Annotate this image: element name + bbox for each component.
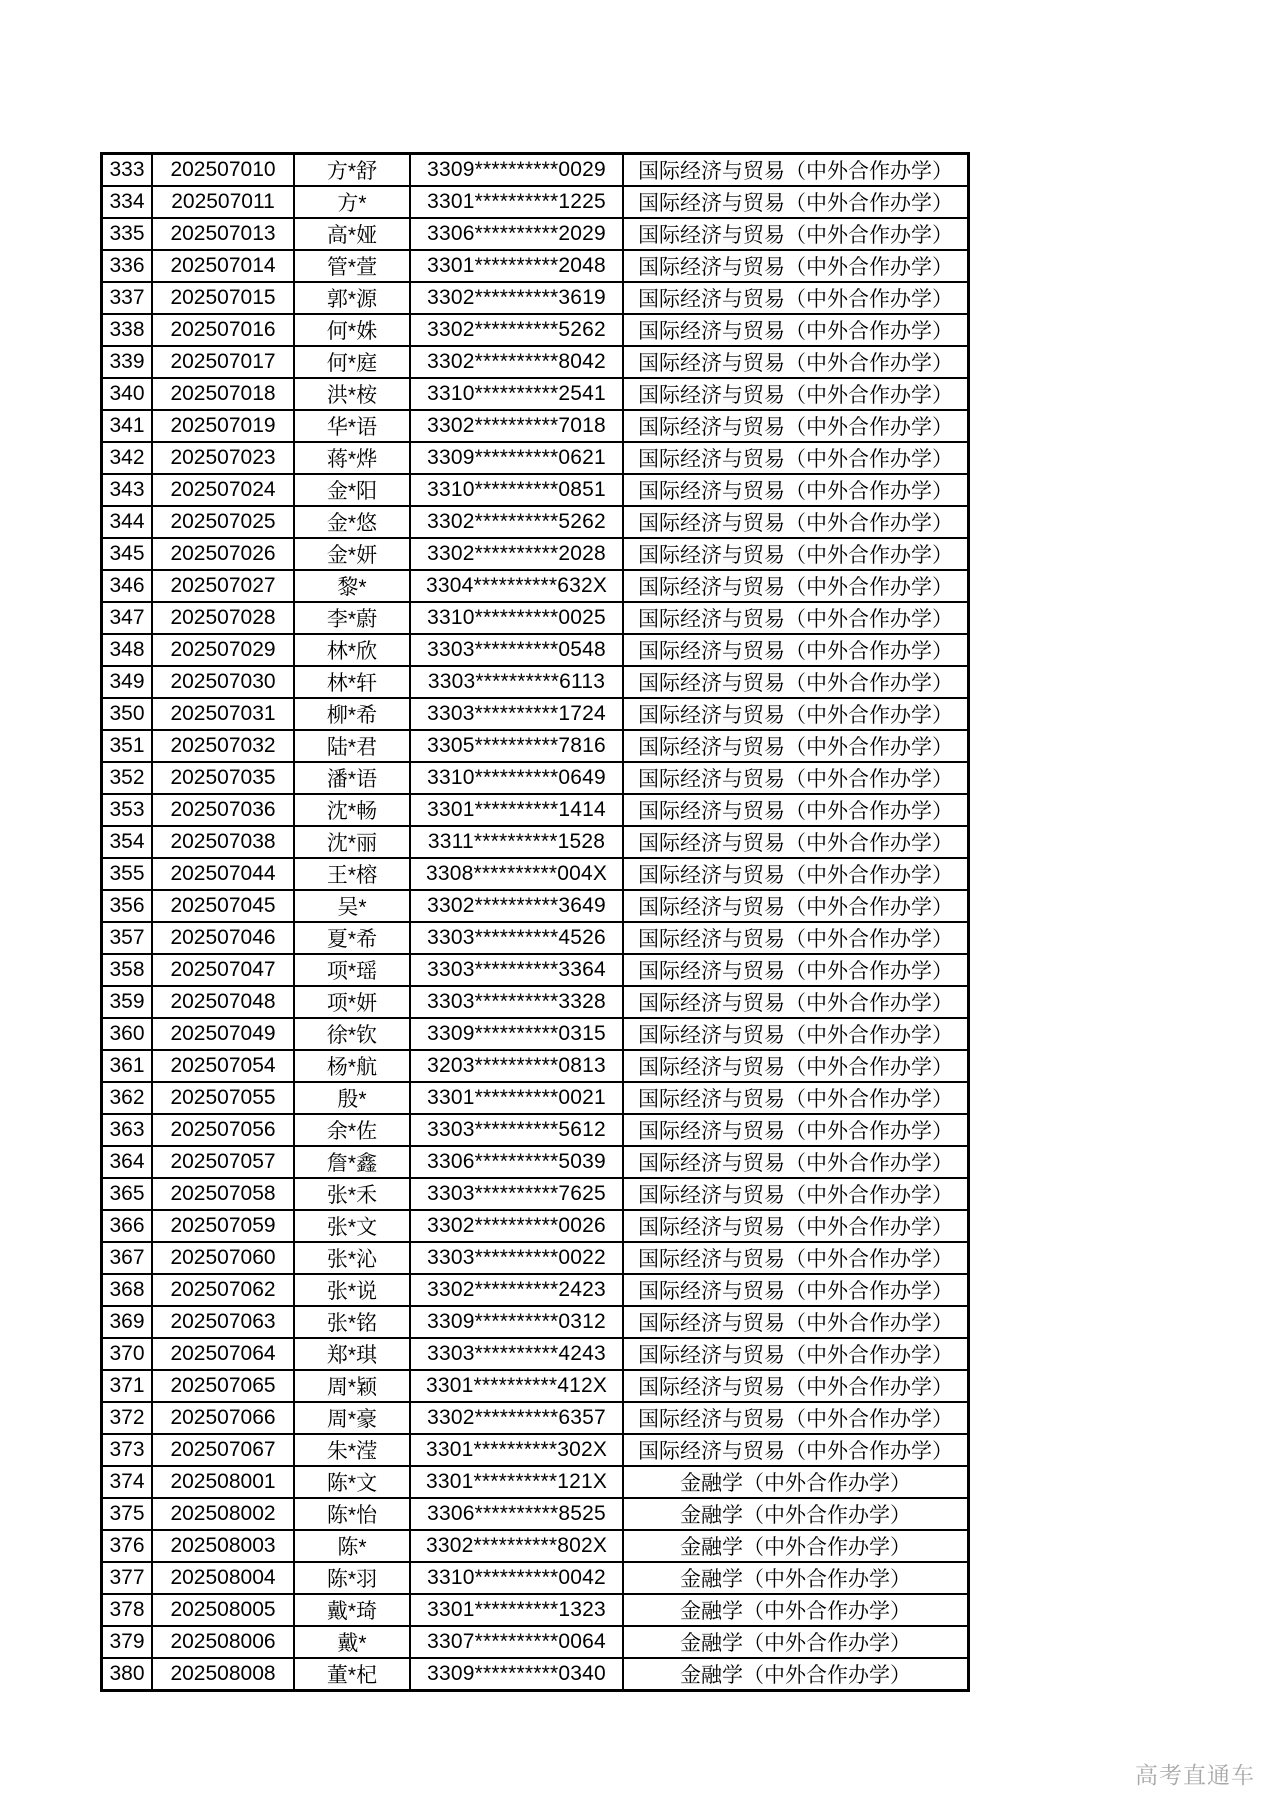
id-number-cell: 3303**********4243 [410,1338,623,1370]
registration-number-cell: 202507013 [152,218,294,250]
student-name-cell: 金*悠 [294,506,410,538]
row-number-cell: 346 [102,570,153,602]
row-number-cell: 345 [102,538,153,570]
table-row [102,1018,969,1050]
student-name-cell: 张*文 [294,1210,410,1242]
table-row [102,954,969,986]
student-name-cell: 林*轩 [294,666,410,698]
table-row [102,1210,969,1242]
id-number-cell: 3301**********302X [410,1434,623,1466]
id-number-cell: 3303**********7625 [410,1178,623,1210]
table-row [102,1274,969,1306]
major-cell: 金融学（中外合作办学） [623,1562,969,1594]
major-cell: 金融学（中外合作办学） [623,1498,969,1530]
id-number-cell: 3306**********8525 [410,1498,623,1530]
registration-number-cell: 202508001 [152,1466,294,1498]
major-cell: 国际经济与贸易（中外合作办学） [623,154,969,187]
registration-number-cell: 202507028 [152,602,294,634]
major-cell: 国际经济与贸易（中外合作办学） [623,506,969,538]
row-number-cell: 351 [102,730,153,762]
registration-number-cell: 202507065 [152,1370,294,1402]
table-row [102,1466,969,1498]
id-number-cell: 3310**********0025 [410,602,623,634]
id-number-cell: 3309**********0029 [410,154,623,187]
table-row [102,666,969,698]
student-name-cell: 王*榕 [294,858,410,890]
row-number-cell: 340 [102,378,153,410]
student-name-cell: 徐*钦 [294,1018,410,1050]
row-number-cell: 365 [102,1178,153,1210]
id-number-cell: 3303**********4526 [410,922,623,954]
registration-number-cell: 202507015 [152,282,294,314]
roster-body [102,154,969,1691]
table-row [102,1082,969,1114]
table-row [102,858,969,890]
row-number-cell: 377 [102,1562,153,1594]
student-name-cell: 夏*希 [294,922,410,954]
registration-number-cell: 202507035 [152,762,294,794]
student-name-cell: 沈*畅 [294,794,410,826]
table-row [102,1402,969,1434]
student-name-cell: 董*杞 [294,1658,410,1691]
student-name-cell: 郭*源 [294,282,410,314]
id-number-cell: 3302**********5262 [410,506,623,538]
id-number-cell: 3303**********3328 [410,986,623,1018]
major-cell: 国际经济与贸易（中外合作办学） [623,1210,969,1242]
registration-number-cell: 202507036 [152,794,294,826]
table-row [102,1242,969,1274]
registration-number-cell: 202507049 [152,1018,294,1050]
registration-number-cell: 202508008 [152,1658,294,1691]
major-cell: 国际经济与贸易（中外合作办学） [623,1242,969,1274]
table-row [102,1626,969,1658]
registration-number-cell: 202507067 [152,1434,294,1466]
table-row [102,506,969,538]
id-number-cell: 3302**********802X [410,1530,623,1562]
table-row [102,154,969,187]
table-row [102,1562,969,1594]
row-number-cell: 347 [102,602,153,634]
table-row [102,922,969,954]
table-row [102,1530,969,1562]
registration-number-cell: 202507057 [152,1146,294,1178]
registration-number-cell: 202508005 [152,1594,294,1626]
registration-number-cell: 202507062 [152,1274,294,1306]
table-row [102,1658,969,1691]
registration-number-cell: 202507044 [152,858,294,890]
table-row [102,762,969,794]
id-number-cell: 3310**********0649 [410,762,623,794]
major-cell: 国际经济与贸易（中外合作办学） [623,634,969,666]
table-row [102,730,969,762]
registration-number-cell: 202508006 [152,1626,294,1658]
row-number-cell: 339 [102,346,153,378]
major-cell: 金融学（中外合作办学） [623,1466,969,1498]
table-row [102,890,969,922]
table-row [102,1146,969,1178]
row-number-cell: 349 [102,666,153,698]
id-number-cell: 3307**********0064 [410,1626,623,1658]
student-name-cell: 陈*文 [294,1466,410,1498]
id-number-cell: 3305**********7816 [410,730,623,762]
registration-number-cell: 202507019 [152,410,294,442]
registration-number-cell: 202507048 [152,986,294,1018]
student-name-cell: 管*萱 [294,250,410,282]
student-name-cell: 柳*希 [294,698,410,730]
major-cell: 国际经济与贸易（中外合作办学） [623,314,969,346]
student-name-cell: 华*语 [294,410,410,442]
student-name-cell: 蒋*烨 [294,442,410,474]
student-name-cell: 陈*羽 [294,1562,410,1594]
registration-number-cell: 202507029 [152,634,294,666]
row-number-cell: 362 [102,1082,153,1114]
row-number-cell: 378 [102,1594,153,1626]
row-number-cell: 364 [102,1146,153,1178]
major-cell: 国际经济与贸易（中外合作办学） [623,986,969,1018]
row-number-cell: 367 [102,1242,153,1274]
major-cell: 国际经济与贸易（中外合作办学） [623,762,969,794]
id-number-cell: 3310**********2541 [410,378,623,410]
table-row [102,346,969,378]
major-cell: 国际经济与贸易（中外合作办学） [623,1434,969,1466]
registration-number-cell: 202507016 [152,314,294,346]
row-number-cell: 341 [102,410,153,442]
row-number-cell: 357 [102,922,153,954]
major-cell: 国际经济与贸易（中外合作办学） [623,1082,969,1114]
id-number-cell: 3302**********3619 [410,282,623,314]
major-cell: 国际经济与贸易（中外合作办学） [623,858,969,890]
student-name-cell: 陆*君 [294,730,410,762]
registration-number-cell: 202507055 [152,1082,294,1114]
registration-number-cell: 202507054 [152,1050,294,1082]
id-number-cell: 3302**********2028 [410,538,623,570]
table-row [102,634,969,666]
table-row [102,826,969,858]
major-cell: 国际经济与贸易（中外合作办学） [623,954,969,986]
student-name-cell: 洪*桉 [294,378,410,410]
registration-number-cell: 202508002 [152,1498,294,1530]
registration-number-cell: 202507059 [152,1210,294,1242]
major-cell: 国际经济与贸易（中外合作办学） [623,922,969,954]
major-cell: 国际经济与贸易（中外合作办学） [623,474,969,506]
registration-number-cell: 202507066 [152,1402,294,1434]
registration-number-cell: 202508004 [152,1562,294,1594]
registration-number-cell: 202507011 [152,186,294,218]
table-row [102,794,969,826]
table-row [102,1178,969,1210]
student-name-cell: 余*佐 [294,1114,410,1146]
registration-number-cell: 202507018 [152,378,294,410]
major-cell: 国际经济与贸易（中外合作办学） [623,1370,969,1402]
row-number-cell: 343 [102,474,153,506]
id-number-cell: 3302**********6357 [410,1402,623,1434]
major-cell: 国际经济与贸易（中外合作办学） [623,1338,969,1370]
student-name-cell: 周*颖 [294,1370,410,1402]
id-number-cell: 3302**********8042 [410,346,623,378]
table-row [102,250,969,282]
table-row [102,1050,969,1082]
student-name-cell: 潘*语 [294,762,410,794]
row-number-cell: 342 [102,442,153,474]
table-row [102,282,969,314]
id-number-cell: 3301**********121X [410,1466,623,1498]
student-name-cell: 吴* [294,890,410,922]
row-number-cell: 369 [102,1306,153,1338]
major-cell: 国际经济与贸易（中外合作办学） [623,538,969,570]
table-row [102,378,969,410]
student-name-cell: 李*蔚 [294,602,410,634]
student-name-cell: 项*瑶 [294,954,410,986]
table-row [102,538,969,570]
row-number-cell: 368 [102,1274,153,1306]
major-cell: 金融学（中外合作办学） [623,1594,969,1626]
major-cell: 国际经济与贸易（中外合作办学） [623,250,969,282]
major-cell: 国际经济与贸易（中外合作办学） [623,346,969,378]
registration-number-cell: 202507030 [152,666,294,698]
major-cell: 国际经济与贸易（中外合作办学） [623,1146,969,1178]
id-number-cell: 3309**********0315 [410,1018,623,1050]
registration-number-cell: 202507023 [152,442,294,474]
registration-number-cell: 202507027 [152,570,294,602]
id-number-cell: 3306**********5039 [410,1146,623,1178]
major-cell: 国际经济与贸易（中外合作办学） [623,794,969,826]
registration-number-cell: 202507025 [152,506,294,538]
major-cell: 金融学（中外合作办学） [623,1626,969,1658]
row-number-cell: 366 [102,1210,153,1242]
row-number-cell: 337 [102,282,153,314]
id-number-cell: 3303**********1724 [410,698,623,730]
student-name-cell: 何*庭 [294,346,410,378]
major-cell: 国际经济与贸易（中外合作办学） [623,666,969,698]
row-number-cell: 371 [102,1370,153,1402]
row-number-cell: 379 [102,1626,153,1658]
row-number-cell: 359 [102,986,153,1018]
table-row [102,698,969,730]
row-number-cell: 358 [102,954,153,986]
id-number-cell: 3302**********5262 [410,314,623,346]
registration-number-cell: 202507014 [152,250,294,282]
major-cell: 国际经济与贸易（中外合作办学） [623,570,969,602]
row-number-cell: 344 [102,506,153,538]
registration-number-cell: 202507038 [152,826,294,858]
student-name-cell: 戴*琦 [294,1594,410,1626]
table-row [102,570,969,602]
student-name-cell: 项*妍 [294,986,410,1018]
row-number-cell: 336 [102,250,153,282]
id-number-cell: 3310**********0851 [410,474,623,506]
student-name-cell: 方*舒 [294,154,410,187]
student-name-cell: 杨*航 [294,1050,410,1082]
id-number-cell: 3309**********0340 [410,1658,623,1691]
major-cell: 国际经济与贸易（中外合作办学） [623,1018,969,1050]
row-number-cell: 374 [102,1466,153,1498]
id-number-cell: 3309**********0312 [410,1306,623,1338]
student-name-cell: 朱*滢 [294,1434,410,1466]
row-number-cell: 370 [102,1338,153,1370]
student-name-cell: 何*姝 [294,314,410,346]
row-number-cell: 335 [102,218,153,250]
registration-number-cell: 202507060 [152,1242,294,1274]
id-number-cell: 3303**********3364 [410,954,623,986]
registration-number-cell: 202508003 [152,1530,294,1562]
major-cell: 国际经济与贸易（中外合作办学） [623,442,969,474]
id-number-cell: 3304**********632X [410,570,623,602]
row-number-cell: 338 [102,314,153,346]
major-cell: 国际经济与贸易（中外合作办学） [623,1178,969,1210]
student-name-cell: 张*沁 [294,1242,410,1274]
registration-number-cell: 202507031 [152,698,294,730]
registration-number-cell: 202507056 [152,1114,294,1146]
major-cell: 国际经济与贸易（中外合作办学） [623,1050,969,1082]
row-number-cell: 333 [102,154,153,187]
registration-number-cell: 202507017 [152,346,294,378]
registration-number-cell: 202507010 [152,154,294,187]
row-number-cell: 356 [102,890,153,922]
major-cell: 国际经济与贸易（中外合作办学） [623,1306,969,1338]
student-name-cell: 沈*丽 [294,826,410,858]
student-name-cell: 张*禾 [294,1178,410,1210]
major-cell: 国际经济与贸易（中外合作办学） [623,890,969,922]
registration-number-cell: 202507024 [152,474,294,506]
student-name-cell: 陈* [294,1530,410,1562]
major-cell: 金融学（中外合作办学） [623,1530,969,1562]
id-number-cell: 3302**********7018 [410,410,623,442]
student-name-cell: 张*铭 [294,1306,410,1338]
id-number-cell: 3309**********0621 [410,442,623,474]
student-name-cell: 黎* [294,570,410,602]
major-cell: 国际经济与贸易（中外合作办学） [623,826,969,858]
watermark-gaokao-zhitongche: 高考直通车 [1135,1762,1255,1788]
row-number-cell: 334 [102,186,153,218]
id-number-cell: 3303**********6113 [410,666,623,698]
id-number-cell: 3303**********5612 [410,1114,623,1146]
major-cell: 金融学（中外合作办学） [623,1658,969,1691]
table-row [102,410,969,442]
student-name-cell: 戴* [294,1626,410,1658]
registration-number-cell: 202507063 [152,1306,294,1338]
student-name-cell: 高*娅 [294,218,410,250]
major-cell: 国际经济与贸易（中外合作办学） [623,378,969,410]
table-row [102,1434,969,1466]
registration-number-cell: 202507045 [152,890,294,922]
row-number-cell: 363 [102,1114,153,1146]
table-row [102,1370,969,1402]
student-name-cell: 詹*鑫 [294,1146,410,1178]
id-number-cell: 3302**********3649 [410,890,623,922]
id-number-cell: 3302**********0026 [410,1210,623,1242]
table-row [102,1498,969,1530]
id-number-cell: 3301**********0021 [410,1082,623,1114]
id-number-cell: 3301**********1323 [410,1594,623,1626]
major-cell: 国际经济与贸易（中外合作办学） [623,410,969,442]
table-row [102,1306,969,1338]
table-row [102,602,969,634]
registration-number-cell: 202507046 [152,922,294,954]
student-name-cell: 金*阳 [294,474,410,506]
registration-number-cell: 202507064 [152,1338,294,1370]
registration-number-cell: 202507026 [152,538,294,570]
row-number-cell: 348 [102,634,153,666]
major-cell: 国际经济与贸易（中外合作办学） [623,1402,969,1434]
row-number-cell: 353 [102,794,153,826]
id-number-cell: 3302**********2423 [410,1274,623,1306]
major-cell: 国际经济与贸易（中外合作办学） [623,1114,969,1146]
row-number-cell: 350 [102,698,153,730]
id-number-cell: 3310**********0042 [410,1562,623,1594]
table-row [102,1114,969,1146]
id-number-cell: 3308**********004X [410,858,623,890]
id-number-cell: 3301**********1225 [410,186,623,218]
student-name-cell: 周*豪 [294,1402,410,1434]
table-row [102,186,969,218]
table-row [102,474,969,506]
student-name-cell: 陈*怡 [294,1498,410,1530]
student-name-cell: 张*说 [294,1274,410,1306]
registration-number-cell: 202507058 [152,1178,294,1210]
registration-number-cell: 202507047 [152,954,294,986]
row-number-cell: 376 [102,1530,153,1562]
row-number-cell: 352 [102,762,153,794]
id-number-cell: 3301**********2048 [410,250,623,282]
major-cell: 国际经济与贸易（中外合作办学） [623,1274,969,1306]
major-cell: 国际经济与贸易（中外合作办学） [623,186,969,218]
table-row [102,1594,969,1626]
id-number-cell: 3303**********0022 [410,1242,623,1274]
row-number-cell: 380 [102,1658,153,1691]
table-row [102,218,969,250]
student-roster-table [100,152,970,1692]
table-row [102,314,969,346]
row-number-cell: 360 [102,1018,153,1050]
major-cell: 国际经济与贸易（中外合作办学） [623,698,969,730]
table-row [102,986,969,1018]
row-number-cell: 354 [102,826,153,858]
major-cell: 国际经济与贸易（中外合作办学） [623,218,969,250]
registration-number-cell: 202507032 [152,730,294,762]
student-name-cell: 金*妍 [294,538,410,570]
student-name-cell: 郑*琪 [294,1338,410,1370]
id-number-cell: 3306**********2029 [410,218,623,250]
id-number-cell: 3303**********0548 [410,634,623,666]
student-name-cell: 方* [294,186,410,218]
major-cell: 国际经济与贸易（中外合作办学） [623,602,969,634]
id-number-cell: 3301**********412X [410,1370,623,1402]
id-number-cell: 3203**********0813 [410,1050,623,1082]
student-name-cell: 殷* [294,1082,410,1114]
major-cell: 国际经济与贸易（中外合作办学） [623,730,969,762]
row-number-cell: 375 [102,1498,153,1530]
table-row [102,442,969,474]
student-name-cell: 林*欣 [294,634,410,666]
row-number-cell: 372 [102,1402,153,1434]
major-cell: 国际经济与贸易（中外合作办学） [623,282,969,314]
row-number-cell: 355 [102,858,153,890]
row-number-cell: 373 [102,1434,153,1466]
id-number-cell: 3301**********1414 [410,794,623,826]
id-number-cell: 3311**********1528 [410,826,623,858]
table-row [102,1338,969,1370]
row-number-cell: 361 [102,1050,153,1082]
